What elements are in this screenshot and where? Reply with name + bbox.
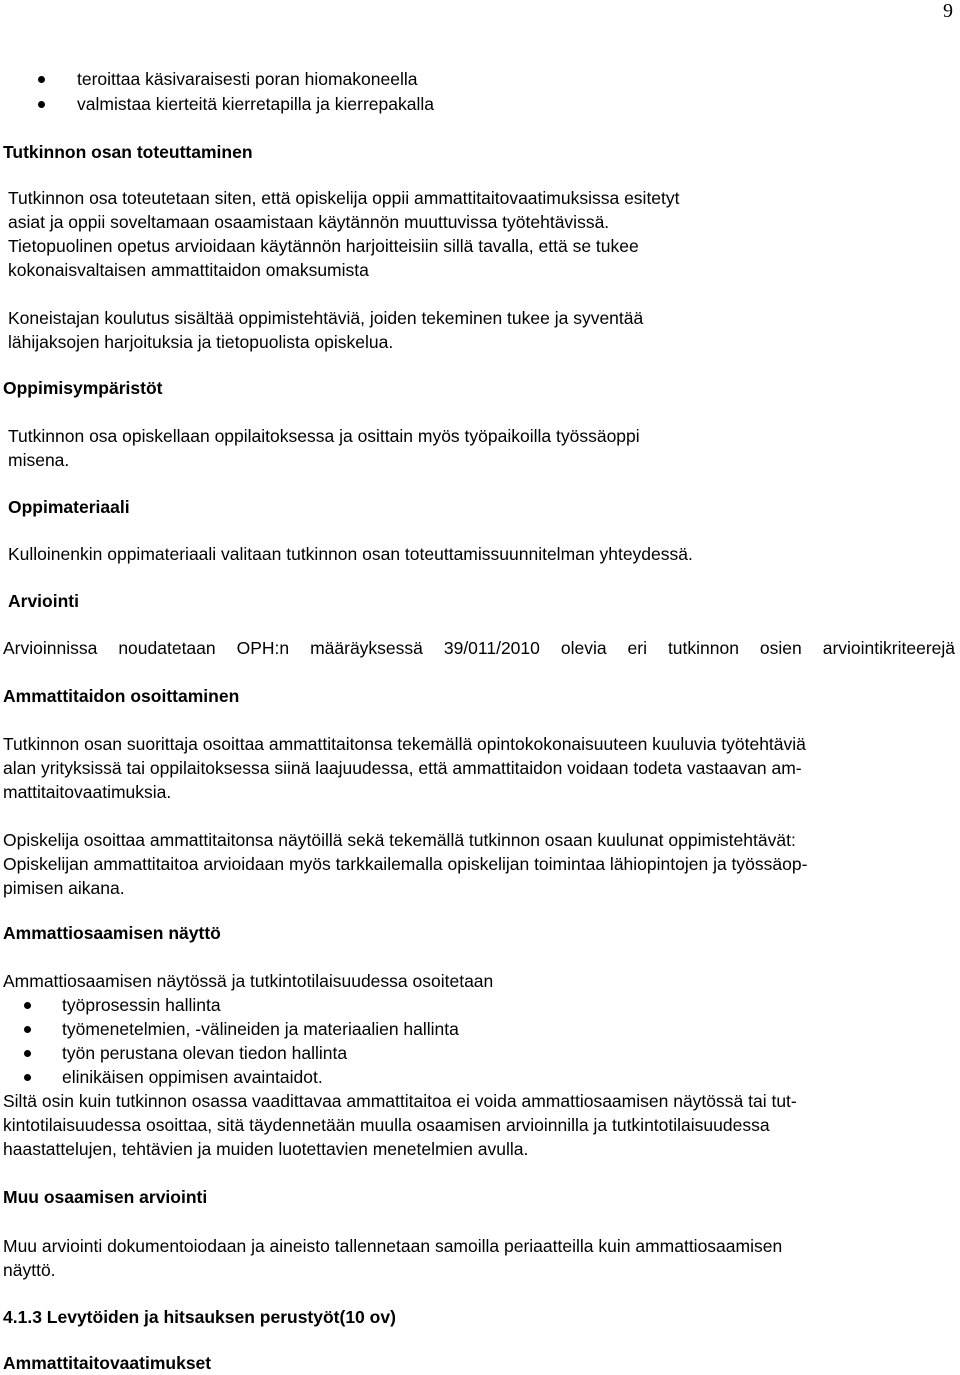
paragraph-line: Tutkinnon osa opiskellaan oppilaitoksessa ja osittain myös työpaikoilla työssäoppi	[8, 426, 640, 446]
word: eri	[627, 638, 647, 658]
bullet-icon	[24, 1026, 31, 1033]
word: OPH:n	[236, 638, 290, 658]
paragraph-line: haastattelujen, tehtävien ja muiden luotettavien menetelmien avulla.	[3, 1139, 529, 1159]
heading-skill-demonstration: Ammattitaidon osoittaminen	[3, 686, 240, 706]
word: 39/011/2010	[443, 638, 540, 658]
paragraph-line: näyttö.	[3, 1260, 56, 1280]
paragraph-line: Tietopuolinen opetus arvioidaan käytännön harjoitteisiin sillä tavalla, että se tukee	[8, 236, 639, 256]
bullet-icon	[38, 76, 45, 83]
paragraph-line: Opiskelija osoittaa ammattitaitonsa näytöillä sekä tekemällä tutkinnon osaan kuulunat oppimistehtävät:	[3, 830, 796, 850]
word: määräyksessä	[310, 638, 423, 658]
word: Arvioinnissa	[3, 638, 98, 658]
heading-skill-requirements: Ammattitaitovaatimukset	[3, 1353, 212, 1373]
paragraph-line: Kulloinenkin oppimateriaali valitaan tutkinnon osan toteuttamissuunnitelman yhteydessä.	[8, 544, 693, 564]
heading-implementation: Tutkinnon osan toteuttaminen	[3, 142, 253, 162]
paragraph-line: Tutkinnon osa toteutetaan siten, että opiskelija oppii ammattitaitovaatimuksissa esitetyt	[8, 188, 680, 208]
heading-learning-material: Oppimateriaali	[8, 497, 130, 517]
heading-vocational-demonstration: Ammattiosaamisen näyttö	[3, 923, 221, 943]
paragraph-line: Ammattiosaamisen näytössä ja tutkintotilaisuudessa osoitetaan	[3, 971, 494, 991]
paragraph-line: alan yrityksissä tai oppilaitoksessa siinä laajuudessa, että ammattitaidon voidaan todeta vastaavan am-	[3, 758, 802, 778]
paragraph-line: asiat ja oppii soveltamaan osaamistaan käytännön muuttuvissa työtehtävissä.	[8, 212, 610, 232]
list-item: työprosessin hallinta	[62, 995, 221, 1015]
paragraph-line: mattitaitovaatimuksia.	[3, 782, 172, 802]
word: arviointikriteerejä	[822, 638, 955, 658]
paragraph-line: Tutkinnon osan suorittaja osoittaa ammattitaitonsa tekemällä opintokokonaisuuteen kuuluvia työtehtäviä	[3, 734, 806, 754]
word: noudatetaan	[118, 638, 216, 658]
heading-learning-environments: Oppimisympäristöt	[3, 378, 163, 398]
paragraph-line: Siltä osin kuin tutkinnon osassa vaadittavaa ammattitaitoa ei voida ammattiosaamisen näytössä tai tut-	[3, 1091, 797, 1111]
list-item: työmenetelmien, -välineiden ja materiaalien hallinta	[62, 1019, 459, 1039]
heading-other-assessment: Muu osaamisen arviointi	[3, 1187, 208, 1207]
bullet-icon	[24, 1074, 31, 1081]
paragraph-line: lähijaksojen harjoituksia ja tietopuolista opiskelua.	[8, 332, 394, 352]
word: osien	[759, 638, 802, 658]
paragraph-line: misena.	[8, 450, 70, 470]
word: tutkinnon	[667, 638, 739, 658]
paragraph-line: kintotilaisuudessa osoittaa, sitä täydennetään muulla osaamisen arvioinnilla ja tutkintotilaisuudessa	[3, 1115, 770, 1135]
list-item: työn perustana olevan tiedon hallinta	[62, 1043, 348, 1063]
heading-section-4-1-3: 4.1.3 Levytöiden ja hitsauksen perustyöt(10 ov)	[3, 1307, 396, 1327]
paragraph-line: kokonaisvaltaisen ammattitaidon omaksumista	[8, 260, 369, 280]
page-number: 9	[943, 0, 953, 22]
paragraph-line: Opiskelijan ammattitaitoa arvioidaan myös tarkkailemalla opiskelijan toimintaa lähiopintojen ja työssäop-	[3, 854, 808, 874]
assessment-line	[3, 637, 955, 660]
bullet-icon	[24, 1002, 31, 1009]
paragraph-line: Muu arviointi dokumentoiodaan ja aineisto tallennetaan samoilla periaatteilla kuin ammattiosaamisen	[3, 1236, 783, 1256]
list-item: elinikäisen oppimisen avaintaidot.	[62, 1067, 323, 1087]
paragraph-line: pimisen aikana.	[3, 878, 125, 898]
list-item: teroittaa käsivaraisesti poran hiomakoneella	[77, 69, 418, 89]
heading-assessment: Arviointi	[8, 591, 79, 611]
list-item: valmistaa kierteitä kierretapilla ja kierrepakalla	[77, 94, 434, 114]
word: olevia	[560, 638, 607, 658]
bullet-icon	[38, 101, 45, 108]
bullet-icon	[24, 1050, 31, 1057]
paragraph-line: Koneistajan koulutus sisältää oppimistehtäviä, joiden tekeminen tukee ja syventää	[8, 308, 644, 328]
